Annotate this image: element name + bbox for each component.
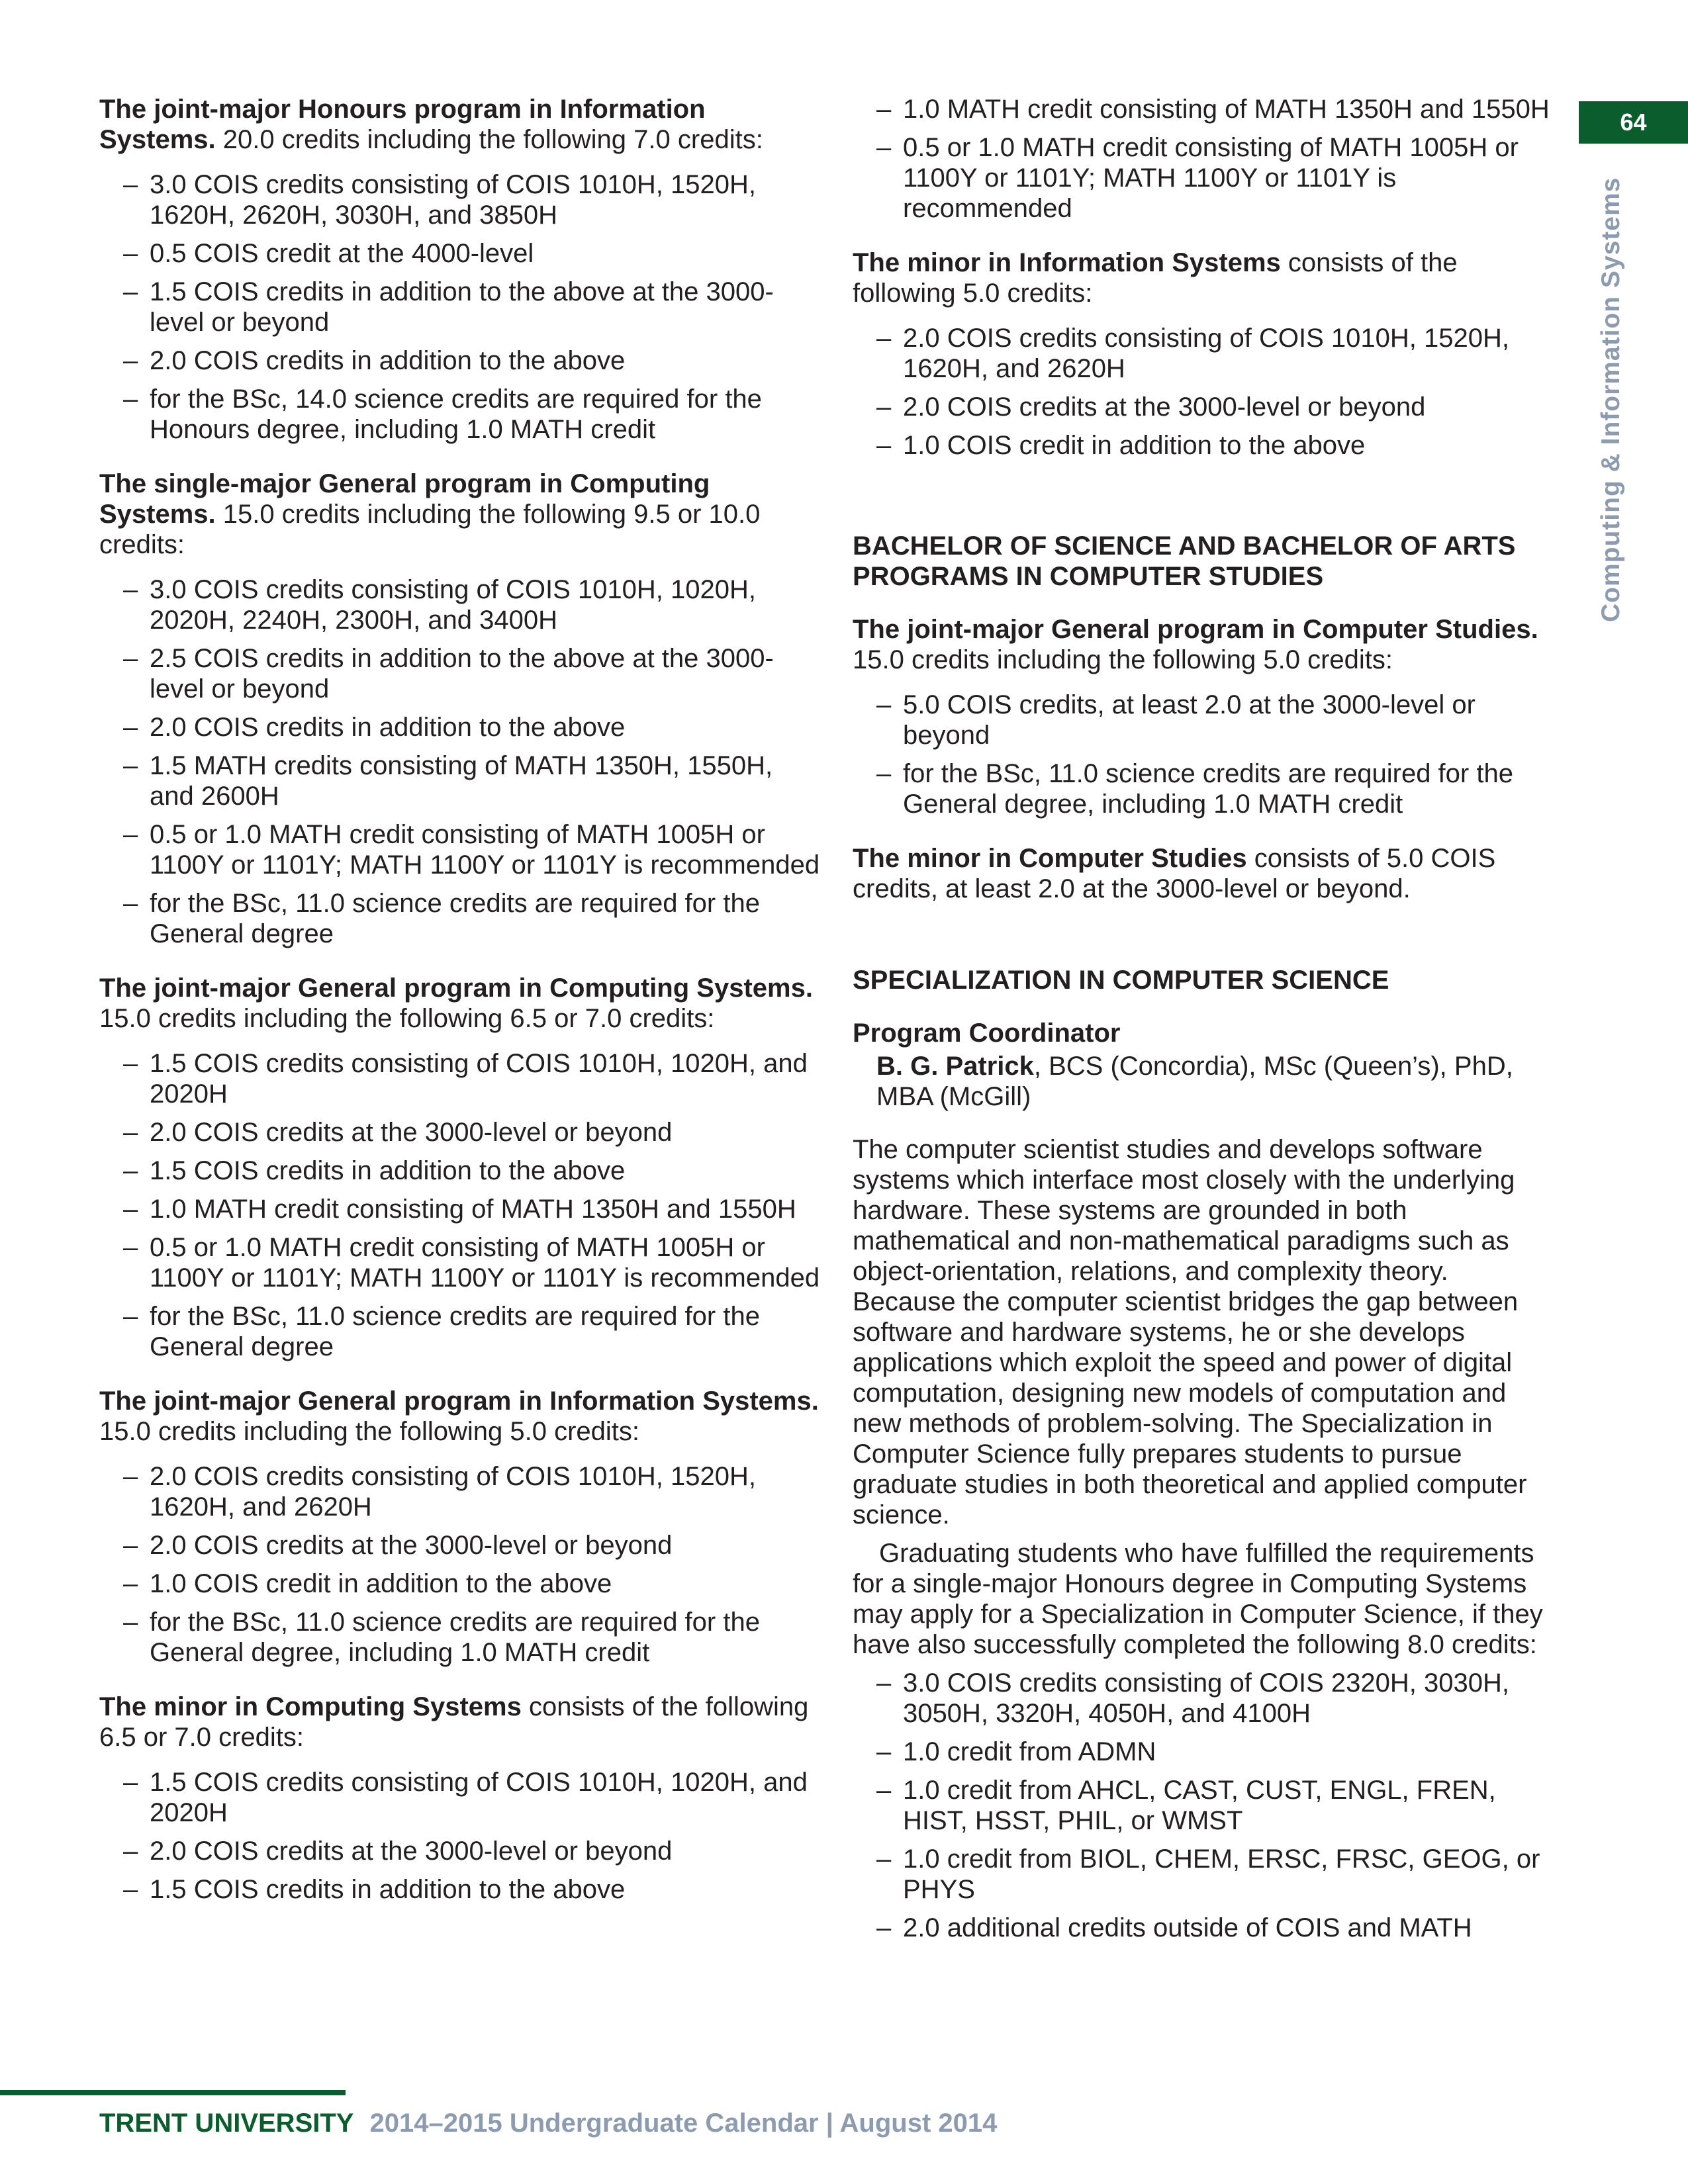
list-item: – 3.0 COIS credits consisting of COIS 2320H, 3030H, 3050H, 3320H, 4050H, and 4100H <box>853 1668 1554 1729</box>
list-item: – 1.0 COIS credit in addition to the above <box>853 430 1554 461</box>
list-item: – 2.0 COIS credits consisting of COIS 1010H, 1520H, 1620H, and 2620H <box>853 323 1554 384</box>
program-title: The minor in Computer Studies <box>853 844 1247 873</box>
program-minor-computer-studies <box>853 843 1554 904</box>
list-item: – 5.0 COIS credits, at least 2.0 at the 3000-level or beyond <box>853 690 1554 751</box>
list-item: – 1.0 credit from ADMN <box>853 1737 1554 1767</box>
requirement-list <box>853 1668 1554 1943</box>
program-credits: consists of the following 5.0 credits: <box>853 248 1458 308</box>
program-credits: 20.0 credits including the following 7.0 credits: <box>215 125 763 154</box>
list-item: – for the BSc, 14.0 science credits are required for the Honours degree, including 1.0 MATH credit <box>99 384 821 445</box>
program-title: The joint-major Honours program in Information Systems. <box>99 95 706 154</box>
program-single-general-computing-systems <box>99 469 821 560</box>
list-item: – 1.0 credit from AHCL, CAST, CUST, ENGL, FREN, HIST, HSST, PHIL, or WMST <box>853 1775 1554 1836</box>
list-item: – 3.0 COIS credits consisting of COIS 1010H, 1520H, 1620H, 2620H, 3030H, and 3850H <box>99 169 821 230</box>
program-coordinator <box>853 1051 1554 1112</box>
list-item: – 1.0 credit from BIOL, CHEM, ERSC, FRSC, GEOG, or PHYS <box>853 1844 1554 1905</box>
requirement-list <box>853 690 1554 819</box>
program-title: The minor in Information Systems <box>853 248 1281 277</box>
section-heading-specialization: SPECIALIZATION IN COMPUTER SCIENCE <box>853 966 1389 995</box>
section-side-title: Computing & Information Systems <box>1597 177 1625 622</box>
list-item: – 1.5 COIS credits consisting of COIS 1010H, 1020H, and 2020H <box>99 1767 821 1828</box>
requirement-list <box>99 1048 821 1362</box>
program-credits: 15.0 credits including the following 6.5 or 7.0 credits: <box>99 1004 715 1033</box>
list-item: – 0.5 or 1.0 MATH credit consisting of MATH 1005H or 1100Y or 1101Y; MATH 1100Y or 1101Y is recommended <box>99 819 821 880</box>
requirement-list <box>853 323 1554 461</box>
program-title: The minor in Computing Systems <box>99 1692 522 1721</box>
list-item: – 1.5 MATH credits consisting of MATH 1350H, 1550H, and 2600H <box>99 751 821 811</box>
program-credits: 15.0 credits including the following 9.5 or 10.0 credits: <box>99 500 761 559</box>
coordinator-credentials: , BCS (Concordia), MSc (Queen’s), PhD, MBA (McGill) <box>876 1052 1513 1111</box>
footer-university: TRENT UNIVERSITY <box>99 2109 354 2138</box>
list-item: – for the BSc, 11.0 science credits are required for the General degree, including 1.0 MATH credit <box>853 758 1554 819</box>
list-item: – 1.0 COIS credit in addition to the above <box>99 1569 821 1599</box>
list-item: – 1.5 COIS credits in addition to the above <box>99 1156 821 1186</box>
list-item: – for the BSc, 11.0 science credits are required for the General degree, including 1.0 MATH credit <box>99 1607 821 1668</box>
list-item: – 1.0 MATH credit consisting of MATH 1350H and 1550H <box>99 1194 821 1224</box>
footer-rule <box>0 2090 346 2095</box>
section-heading-computer-studies: BACHELOR OF SCIENCE AND BACHELOR OF ARTS PROGRAMS IN COMPUTER STUDIES <box>853 531 1516 591</box>
program-credits: 15.0 credits including the following 5.0 credits: <box>99 1417 640 1446</box>
list-item: – 2.0 COIS credits at the 3000-level or beyond <box>99 1117 821 1148</box>
program-joint-general-information-systems <box>99 1386 821 1447</box>
spacer <box>853 919 1554 965</box>
specialization-description: The computer scientist studies and develops software systems which interface most closely with the underlying hardware. These systems are grounded in both mathematical and non-mathematical paradigms such as object-orientation, relations, and complexity theory. Because the computer scientist bridges the gap between software and hardware systems, he or she develops applications which exploit the speed and power of digital computation, designing new models of computation and new methods of problem-solving. The Specialization in Computer Science fully prepares students to pursue graduate studies in both theoretical and applied computer science. <box>853 1135 1527 1529</box>
requirement-list <box>99 1461 821 1668</box>
requirement-list <box>99 1767 821 1905</box>
program-title: The joint-major General program in Information Systems. <box>99 1387 819 1416</box>
page-number: 64 <box>1620 109 1647 136</box>
program-title: The joint-major General program in Computing Systems. <box>99 974 813 1003</box>
requirement-list <box>99 574 821 949</box>
list-item: – 1.5 COIS credits in addition to the above at the 3000-level or beyond <box>99 277 821 338</box>
coordinator-name: B. G. Patrick <box>876 1052 1034 1081</box>
program-minor-information-systems <box>853 248 1554 308</box>
specialization-requirements-intro: Graduating students who have fulfilled the requirements for a single-major Honours degree in Computing Systems may apply for a Specialization in Computer Science, if they have also successfully completed the following 8.0 credits: <box>853 1539 1543 1659</box>
list-item: – 2.0 COIS credits at the 3000-level or beyond <box>99 1836 821 1866</box>
list-item: – 1.0 MATH credit consisting of MATH 1350H and 1550H <box>853 94 1554 124</box>
list-item: – 2.0 additional credits outside of COIS and MATH <box>853 1913 1554 1943</box>
program-joint-general-computer-studies <box>853 614 1554 675</box>
list-item: – 2.0 COIS credits at the 3000-level or beyond <box>99 1530 821 1561</box>
program-coordinator-heading: Program Coordinator <box>853 1019 1121 1048</box>
program-minor-computing-systems <box>99 1692 821 1752</box>
program-credits: consists of 5.0 COIS credits, at least 2.0 at the 3000-level or beyond. <box>853 844 1496 903</box>
page-number-tab <box>1579 101 1688 144</box>
list-item: – 1.5 COIS credits in addition to the above <box>99 1874 821 1905</box>
right-column <box>853 94 1554 1967</box>
program-credits: 15.0 credits including the following 5.0 credits: <box>853 645 1393 674</box>
program-honours-information-systems <box>99 94 821 155</box>
requirement-list-continued <box>853 94 1554 224</box>
list-item: – 2.0 COIS credits in addition to the above <box>99 712 821 743</box>
list-item: – 2.0 COIS credits in addition to the above <box>99 345 821 376</box>
program-title: The joint-major General program in Computer Studies. <box>853 615 1538 644</box>
list-item: – 2.5 COIS credits in addition to the above at the 3000-level or beyond <box>99 643 821 704</box>
program-joint-general-computing-systems <box>99 973 821 1034</box>
footer <box>99 2109 997 2138</box>
requirement-list <box>99 169 821 445</box>
list-item: – 2.0 COIS credits consisting of COIS 1010H, 1520H, 1620H, and 2620H <box>99 1461 821 1522</box>
footer-calendar: 2014–2015 Undergraduate Calendar | August 2014 <box>369 2109 998 2138</box>
list-item: – 3.0 COIS credits consisting of COIS 1010H, 1020H, 2020H, 2240H, 2300H, and 3400H <box>99 574 821 635</box>
spacer <box>853 484 1554 531</box>
list-item: – 1.5 COIS credits consisting of COIS 1010H, 1020H, and 2020H <box>99 1048 821 1109</box>
list-item: – 0.5 or 1.0 MATH credit consisting of MATH 1005H or 1100Y or 1101Y; MATH 1100Y or 1101Y is recommended <box>99 1232 821 1293</box>
list-item: – 2.0 COIS credits at the 3000-level or beyond <box>853 392 1554 422</box>
program-title: The single-major General program in Computing Systems. <box>99 469 710 529</box>
list-item: – 0.5 or 1.0 MATH credit consisting of MATH 1005H or 1100Y or 1101Y; MATH 1100Y or 1101Y is recommended <box>853 132 1554 224</box>
list-item: – for the BSc, 11.0 science credits are required for the General degree <box>99 1301 821 1362</box>
list-item: – for the BSc, 11.0 science credits are required for the General degree <box>99 888 821 949</box>
left-column <box>99 94 821 1929</box>
program-credits: consists of the following 6.5 or 7.0 credits: <box>99 1692 809 1752</box>
list-item: – 0.5 COIS credit at the 4000-level <box>99 238 821 269</box>
